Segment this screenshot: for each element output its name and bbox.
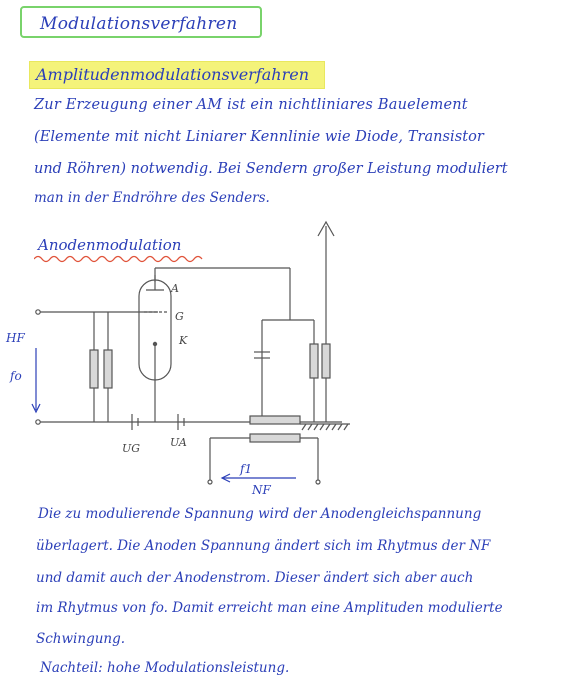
grid-label: G xyxy=(175,310,184,323)
body-line-6: Nachteil: hohe Modulationsleistung. xyxy=(40,660,290,676)
nf-terminal-left xyxy=(208,480,212,484)
input-terminal-top xyxy=(36,310,40,314)
input-terminal-bottom xyxy=(36,420,40,424)
body-line-1: Die zu modulierende Spannung wird der Anodengleichspannung xyxy=(38,506,482,522)
anode-modulation-circuit xyxy=(0,220,564,495)
body-line-5: Schwingung. xyxy=(36,631,126,647)
section-heading: Amplitudenmodulationsverfahren xyxy=(36,65,309,84)
page-title: Modulationsverfahren xyxy=(40,14,238,34)
subheading-anodenmodulation: Anodenmodulation xyxy=(38,236,182,254)
ua-label: UA xyxy=(170,436,187,449)
intro-line-3: und Röhren) notwendig. Bei Sendern großer Leistung moduliert xyxy=(34,161,508,177)
transformer-secondary xyxy=(250,434,300,442)
intro-line-2: (Elemente mit nicht Liniarer Kennlinie wie Diode, Transistor xyxy=(34,129,484,145)
body-line-4: im Rhytmus von fo. Damit erreicht man eine Amplituden modulierte xyxy=(36,600,503,616)
cathode-label: K xyxy=(179,334,188,347)
f0-label: fo xyxy=(10,369,22,383)
title-box xyxy=(20,6,262,38)
body-line-3: und damit auch der Anodenstrom. Dieser ändert sich aber auch xyxy=(36,570,474,586)
hf-label: HF xyxy=(6,331,25,345)
nf-label: NF xyxy=(252,483,271,495)
ground-hatch xyxy=(302,424,348,430)
tank-coil-2 xyxy=(322,344,330,378)
anode-label: A xyxy=(171,282,179,295)
intro-line-1: Zur Erzeugung einer AM ist ein nichtliniares Bauelement xyxy=(34,97,468,113)
f1-label: f1 xyxy=(240,462,253,476)
transformer-primary xyxy=(250,416,300,424)
tank-coil-1 xyxy=(310,344,318,378)
input-resistor-1 xyxy=(90,350,98,388)
nf-terminal-right xyxy=(316,480,320,484)
input-resistor-2 xyxy=(104,350,112,388)
intro-line-4: man in der Endröhre des Senders. xyxy=(34,190,270,206)
section-highlight xyxy=(30,62,324,88)
body-line-2: überlagert. Die Anoden Spannung ändert sich im Rhytmus der NF xyxy=(36,538,491,554)
ug-label: UG xyxy=(122,442,141,455)
